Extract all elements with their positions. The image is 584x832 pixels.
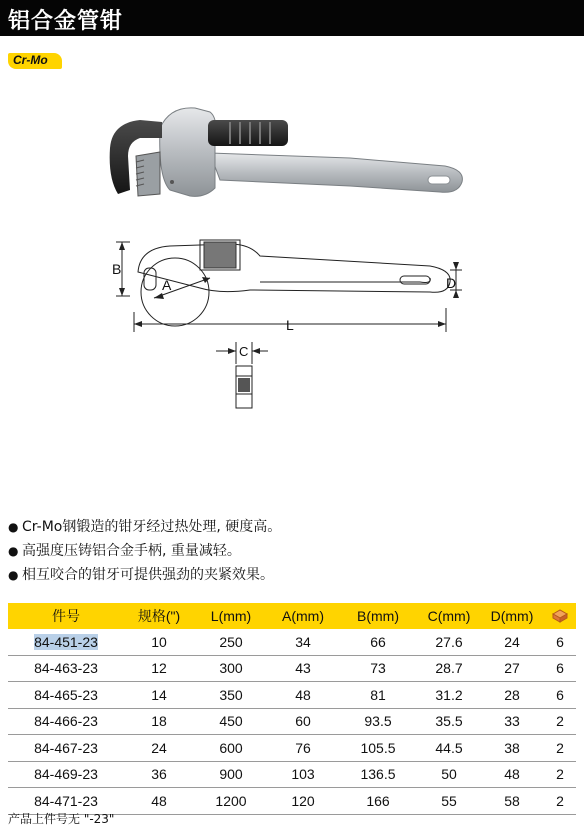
cell-a: 60 <box>268 708 338 735</box>
table-row <box>8 735 576 762</box>
package-icon <box>551 607 569 623</box>
cell-b: 73 <box>338 655 418 682</box>
table-row <box>8 682 576 709</box>
cell-a: 120 <box>268 788 338 815</box>
feature-text: 相互咬合的钳牙可提供强劲的夹紧效果。 <box>22 567 274 583</box>
cell-d: 38 <box>480 735 544 762</box>
table-row <box>8 708 576 735</box>
cell-part-no: 84-471-23 <box>8 788 124 815</box>
material-badge-label: Cr-Mo <box>13 53 48 67</box>
cell-c: 35.5 <box>418 708 480 735</box>
cell-b: 93.5 <box>338 708 418 735</box>
dim-l-label: L <box>286 317 294 333</box>
cell-size: 24 <box>124 735 194 762</box>
feature-item <box>8 539 281 563</box>
cell-l: 350 <box>194 682 268 709</box>
bullet-icon: ● <box>8 520 19 534</box>
jaw-section-drawing <box>212 340 272 415</box>
cell-size: 48 <box>124 788 194 815</box>
dim-b-label: B <box>112 261 122 277</box>
cell-part-no: 84-465-23 <box>8 682 124 709</box>
bullet-icon: ● <box>8 544 19 558</box>
cell-l: 250 <box>194 629 268 655</box>
selected-part-no: 84-451-23 <box>34 633 98 650</box>
table-header-row <box>8 603 576 629</box>
cell-b: 166 <box>338 788 418 815</box>
cell-c: 28.7 <box>418 655 480 682</box>
cell-pack-qty: 2 <box>544 788 576 815</box>
cell-pack-qty: 6 <box>544 655 576 682</box>
col-header-b: B(mm) <box>338 603 418 629</box>
cell-c: 31.2 <box>418 682 480 709</box>
cell-b: 66 <box>338 629 418 655</box>
table-row <box>8 655 576 682</box>
cell-part-no: 84-467-23 <box>8 735 124 762</box>
cell-pack-qty: 2 <box>544 761 576 788</box>
cell-pack-qty: 6 <box>544 682 576 709</box>
cell-b: 105.5 <box>338 735 418 762</box>
cell-l: 900 <box>194 761 268 788</box>
table-row <box>8 761 576 788</box>
footnote: 产品上件号无 "-23" <box>8 812 115 826</box>
page-header <box>0 0 584 36</box>
pipe-wrench-photo <box>100 98 480 218</box>
cell-part-no <box>8 629 124 655</box>
cell-l: 600 <box>194 735 268 762</box>
col-header-d: D(mm) <box>480 603 544 629</box>
cell-pack-qty: 2 <box>544 708 576 735</box>
dim-a-label: A <box>162 277 172 293</box>
material-badge <box>8 53 62 69</box>
page-title: 铝合金管钳 <box>8 9 124 34</box>
feature-text: Cr-Mo钢锻造的钳牙经过热处理, 硬度高。 <box>22 519 282 535</box>
col-header-pack <box>544 603 576 629</box>
cell-l: 1200 <box>194 788 268 815</box>
cell-part-no: 84-469-23 <box>8 761 124 788</box>
col-header-part-no: 件号 <box>8 603 124 629</box>
feature-text: 高强度压铸铝合金手柄, 重量减轻。 <box>22 543 241 559</box>
cell-size: 12 <box>124 655 194 682</box>
cell-l: 450 <box>194 708 268 735</box>
dimension-drawing <box>100 232 480 342</box>
cell-d: 48 <box>480 761 544 788</box>
cell-pack-qty: 2 <box>544 735 576 762</box>
cell-c: 50 <box>418 761 480 788</box>
feature-item <box>8 563 281 587</box>
spec-table <box>8 603 576 815</box>
feature-list <box>8 515 281 587</box>
cell-pack-qty: 6 <box>544 629 576 655</box>
col-header-l: L(mm) <box>194 603 268 629</box>
col-header-c: C(mm) <box>418 603 480 629</box>
cell-size: 10 <box>124 629 194 655</box>
cell-d: 27 <box>480 655 544 682</box>
cell-a: 103 <box>268 761 338 788</box>
col-header-a: A(mm) <box>268 603 338 629</box>
cell-b: 81 <box>338 682 418 709</box>
cell-c: 55 <box>418 788 480 815</box>
cell-l: 300 <box>194 655 268 682</box>
cell-d: 28 <box>480 682 544 709</box>
cell-d: 33 <box>480 708 544 735</box>
cell-a: 34 <box>268 629 338 655</box>
cell-b: 136.5 <box>338 761 418 788</box>
cell-part-no: 84-463-23 <box>8 655 124 682</box>
cell-size: 18 <box>124 708 194 735</box>
cell-c: 27.6 <box>418 629 480 655</box>
dim-c-label: C <box>239 344 249 359</box>
dim-d-label: D <box>446 275 457 291</box>
cell-d: 24 <box>480 629 544 655</box>
cell-a: 43 <box>268 655 338 682</box>
cell-a: 76 <box>268 735 338 762</box>
feature-item <box>8 515 281 539</box>
cell-size: 36 <box>124 761 194 788</box>
cell-size: 14 <box>124 682 194 709</box>
cell-a: 48 <box>268 682 338 709</box>
cell-d: 58 <box>480 788 544 815</box>
table-row <box>8 629 576 655</box>
cell-part-no: 84-466-23 <box>8 708 124 735</box>
cell-c: 44.5 <box>418 735 480 762</box>
col-header-size: 规格(") <box>124 603 194 629</box>
bullet-icon: ● <box>8 568 19 582</box>
